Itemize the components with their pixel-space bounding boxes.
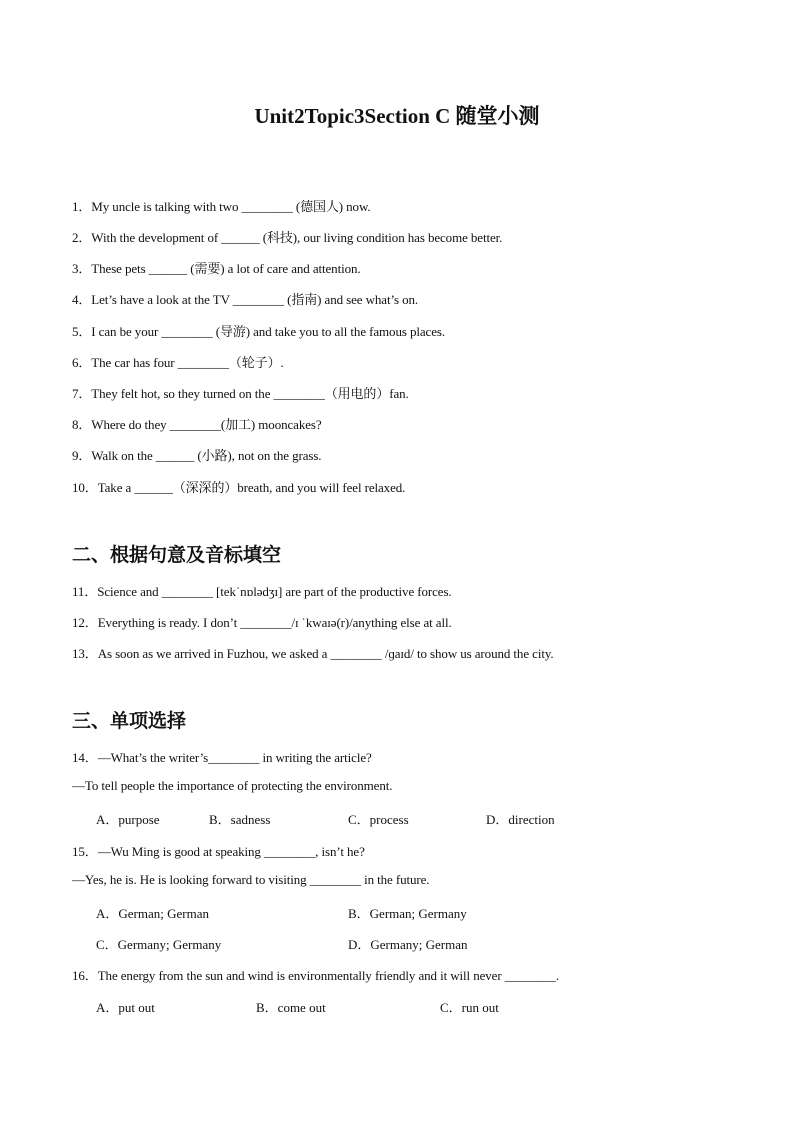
- question-6: 6．The car has four ________（轮子）.: [72, 355, 284, 370]
- q16-option-c: C．run out: [440, 1000, 499, 1015]
- question-7: 7．They felt hot, so they turned on the ________（用电的）fan.: [72, 386, 409, 401]
- question-10: 10．Take a ______（深深的）breath, and you will feel relaxed.: [72, 480, 406, 495]
- question-8: 8．Where do they ________(加工) mooncakes?: [72, 417, 322, 432]
- page-title: Unit2Topic3Section C 随堂小测: [254, 104, 540, 128]
- question-11: 11．Science and ________ [tekˈnɒlədʒɪ] are part of the productive forces.: [72, 584, 452, 599]
- question-1: 1．My uncle is talking with two ________ (德国人) now.: [72, 199, 371, 214]
- question-16-stem: 16．The energy from the sun and wind is environmentally friendly and it will never ________.: [72, 968, 560, 983]
- q16-option-a: A．put out: [96, 1000, 155, 1015]
- question-14-reply: —To tell people the importance of protecting the environment.: [72, 778, 393, 793]
- question-13: 13．As soon as we arrived in Fuzhou, we asked a ________ /ɡaɪd/ to show us around the city.: [72, 646, 554, 661]
- q14-option-a: A．purpose: [96, 812, 160, 827]
- q15-option-c: C．Germany; Germany: [96, 937, 222, 952]
- question-4: 4．Let’s have a look at the TV ________ (指南) and see what’s on.: [72, 292, 419, 307]
- section-heading-3: 三、单项选择: [72, 710, 187, 732]
- q15-option-a: A．German; German: [96, 906, 209, 921]
- q15-option-b: B．German; Germany: [348, 906, 467, 921]
- q14-option-b: B．sadness: [209, 812, 271, 827]
- q15-option-d: D．Germany; German: [348, 937, 468, 952]
- question-3: 3．These pets ______ (需要) a lot of care and attention.: [72, 261, 361, 276]
- question-5: 5．I can be your ________ (导游) and take you to all the famous places.: [72, 324, 445, 339]
- q14-option-c: C．process: [348, 812, 409, 827]
- question-9: 9．Walk on the ______ (小路), not on the grass.: [72, 448, 322, 463]
- section-heading-2: 二、根据句意及音标填空: [72, 544, 282, 566]
- question-15-stem: 15．—Wu Ming is good at speaking ________, isn’t he?: [72, 844, 365, 859]
- question-12: 12．Everything is ready. I don’t ________/ɪ ˈkwaɪə(r)/anything else at all.: [72, 615, 452, 630]
- question-14-stem: 14．—What’s the writer’s________ in writing the article?: [72, 750, 372, 765]
- question-15-reply: —Yes, he is. He is looking forward to visiting ________ in the future.: [72, 872, 430, 887]
- q14-option-d: D．direction: [486, 812, 555, 827]
- question-2: 2．With the development of ______ (科技), our living condition has become better.: [72, 230, 503, 245]
- q16-option-b: B．come out: [256, 1000, 326, 1015]
